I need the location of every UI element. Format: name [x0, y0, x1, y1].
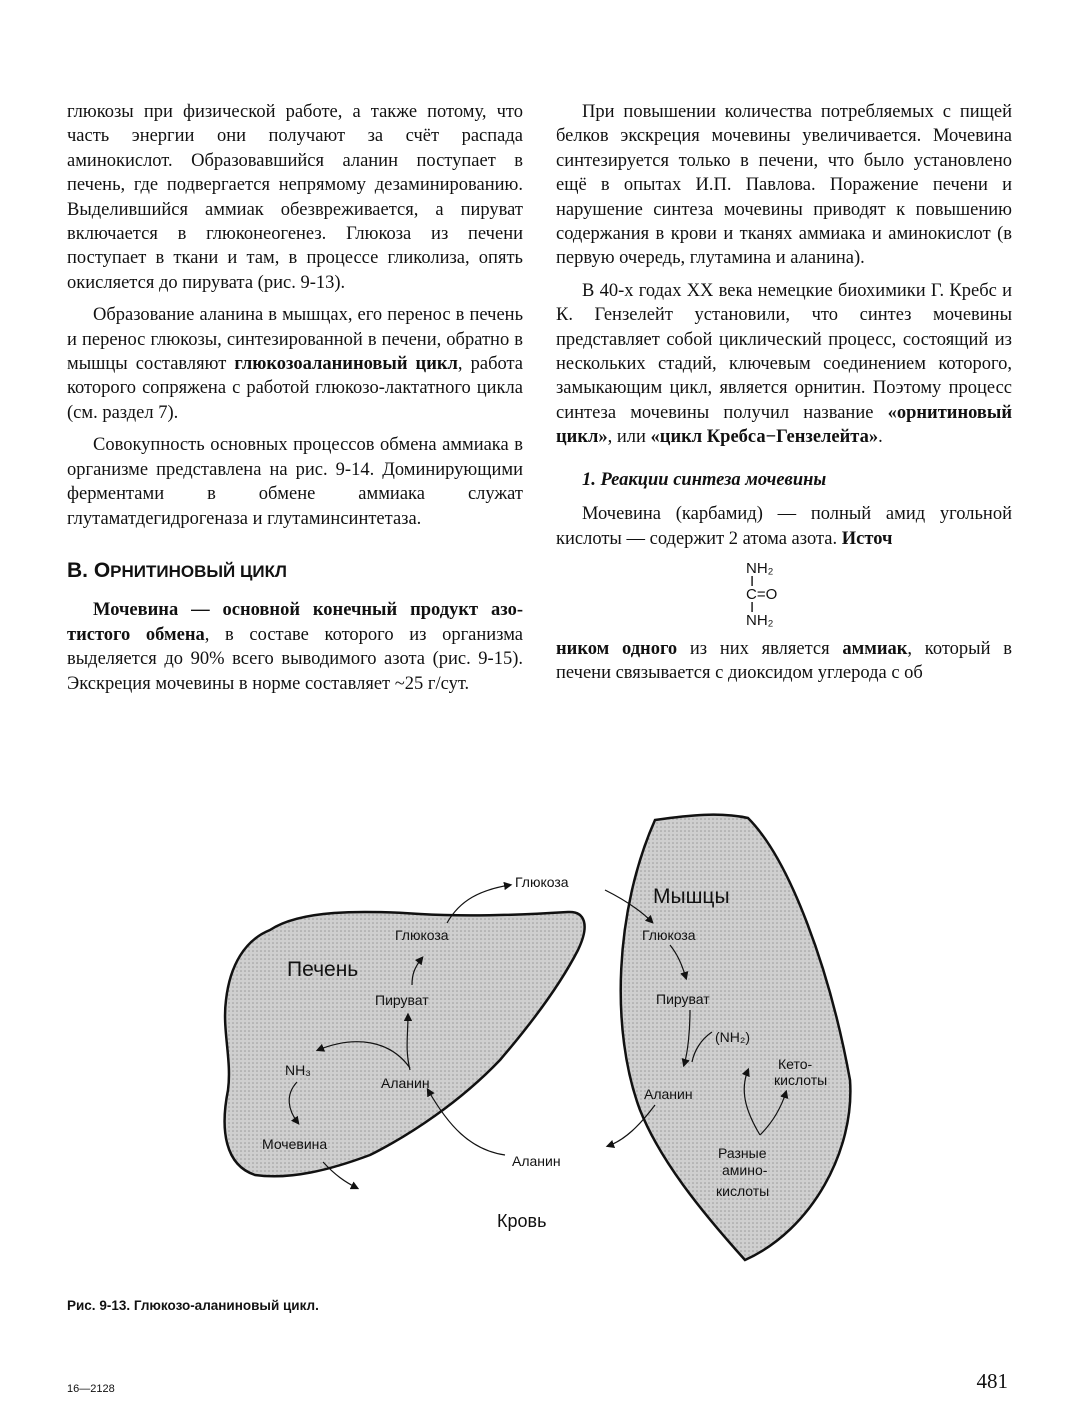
paragraph: [67, 598, 523, 696]
label-liver: Печень: [287, 958, 359, 981]
label-alanine-blood: Аланин: [512, 1153, 561, 1169]
section-heading: [67, 559, 523, 584]
text-run: , в составе которого из организма выделяется до 90% всего выводимого азота (рис. 9-15). Экскреция мочевины в норме составляет ~25 г/сут.: [67, 624, 524, 694]
label-nh2: (NH₂): [715, 1029, 750, 1045]
label-blood: Кровь: [497, 1211, 547, 1231]
bold-term: «цикл Кребса−Гензелейта»: [650, 427, 879, 448]
formula-nh2-bottom: NH₂: [746, 611, 774, 629]
label-keto-2: кислоты: [774, 1072, 828, 1088]
label-muscle-alanine: Аланин: [644, 1086, 693, 1102]
text-run: В 40-х годах XX века немецкие биохимики Г. Кребс и К. Гензелейт установили, что синтез мочевины представляет собой циклический процесс, состоящий из нескольких стадий, ключевым соединением которого, замыкающим цикл, является орнитин. Поэтому процесс синтеза мочевины получил название: [556, 280, 1012, 423]
paragraph: Совокупность основных процессов обмена аммиака в организме представлена на рис. 9-14. Доминирующими ферментами в обмене аммиака служат глутаматдегидрогеназа и глутаминсинтетаза.: [67, 435, 523, 529]
formula-bond: I: [750, 598, 755, 616]
label-glucose-blood: Глюкоза: [515, 874, 569, 890]
bold-term: аммиак: [842, 638, 908, 659]
label-liver-alanine: Аланин: [381, 1075, 430, 1091]
bold-term: Мочевина — основной конечный продукт азотистого обмена: [67, 600, 523, 645]
label-amino-3: кислоты: [716, 1183, 770, 1199]
label-amino-2: амино-: [722, 1162, 768, 1178]
paragraph: глюкозы при физической работе, а также потому, что часть энергии они получают за счёт распада аминокислот. Образовавшийся аланин поступает в печень, где подвергается непрямому дезаминированию. Выделившийся аммиак обезвреживается, а пируват включается в глюконеогенез. Глюкоза из печени поступает в ткани и там, в процессе гликолиза, опять окисляется до пирувата (рис. 9-13).: [67, 102, 523, 293]
paragraph: При повышении количества потребляемых с пищей белков экскреция мочевины увеличивается. Мочевина синтезируется только в печени, что было установлено ещё в опытах И.П. Павлова. Поражение печени и нарушение синтеза мочевины приводят к повышению содержания в крови и тканях аммиака и аминокислот (в первую очередь, глутамина и аланина).: [556, 102, 1012, 269]
heading-smallcaps: РНИТИНОВЫЙ ЦИКЛ: [110, 561, 287, 581]
text-run: .: [878, 427, 883, 448]
label-nh3: NH₃: [285, 1062, 311, 1078]
label-liver-glucose: Глюкоза: [395, 927, 449, 943]
label-muscle-glucose: Глюкоза: [642, 927, 696, 943]
label-liver-pyruvate: Пируват: [375, 992, 429, 1008]
left-column: [67, 100, 523, 704]
label-urea: Мочевина: [262, 1136, 328, 1152]
figure-caption: Рис. 9-13. Глюкозо-аланиновый цикл.: [67, 1298, 319, 1313]
bold-term: Источ: [841, 528, 893, 549]
text-run: , который в печени связывается с диоксидом углерода с об: [556, 638, 1012, 684]
formula-nh2-top: NH₂: [746, 559, 774, 577]
heading-start: В. О: [67, 558, 111, 582]
text-run: Образование аланина в мышцах, его перенос в печень и перенос глюкозы, синтезированной в печени, обратно в мышцы составляют: [67, 305, 523, 375]
right-column: [556, 100, 1012, 694]
bold-term: глюкозоаланиновый цикл: [234, 354, 458, 375]
label-keto-1: Кето-: [778, 1056, 813, 1072]
paragraph: [556, 279, 1012, 450]
footer-code: 16—2128: [67, 1383, 115, 1395]
bold-term: «орнитиновый цикл»: [556, 402, 1012, 448]
paragraph: [67, 303, 523, 425]
urea-formula: [746, 561, 1012, 629]
paragraph: [556, 637, 1012, 686]
page-number: 481: [976, 1369, 1008, 1393]
text-run: Мочевина (карбамид) — полный амид угольной кислоты — содержит 2 атома азота.: [556, 504, 1012, 549]
glucose-alanine-cycle-figure: [0, 790, 1077, 1290]
subheading: 1. Реакции синтеза мочевины: [582, 469, 827, 490]
text-run: из них является: [677, 638, 843, 659]
text-run: , или: [607, 427, 651, 448]
label-amino-1: Разные: [718, 1145, 767, 1161]
bold-term: ником одного: [556, 638, 678, 659]
label-muscle: Мышцы: [653, 885, 730, 908]
formula-bond: I: [750, 572, 755, 590]
label-muscle-pyruvate: Пируват: [656, 991, 710, 1007]
text-run: , работа которого сопряжена с работой глюкозо-лактатного цикла (см. раздел 7).: [67, 354, 524, 423]
formula-carbonyl: C=O: [746, 585, 778, 603]
paragraph: [556, 502, 1012, 551]
